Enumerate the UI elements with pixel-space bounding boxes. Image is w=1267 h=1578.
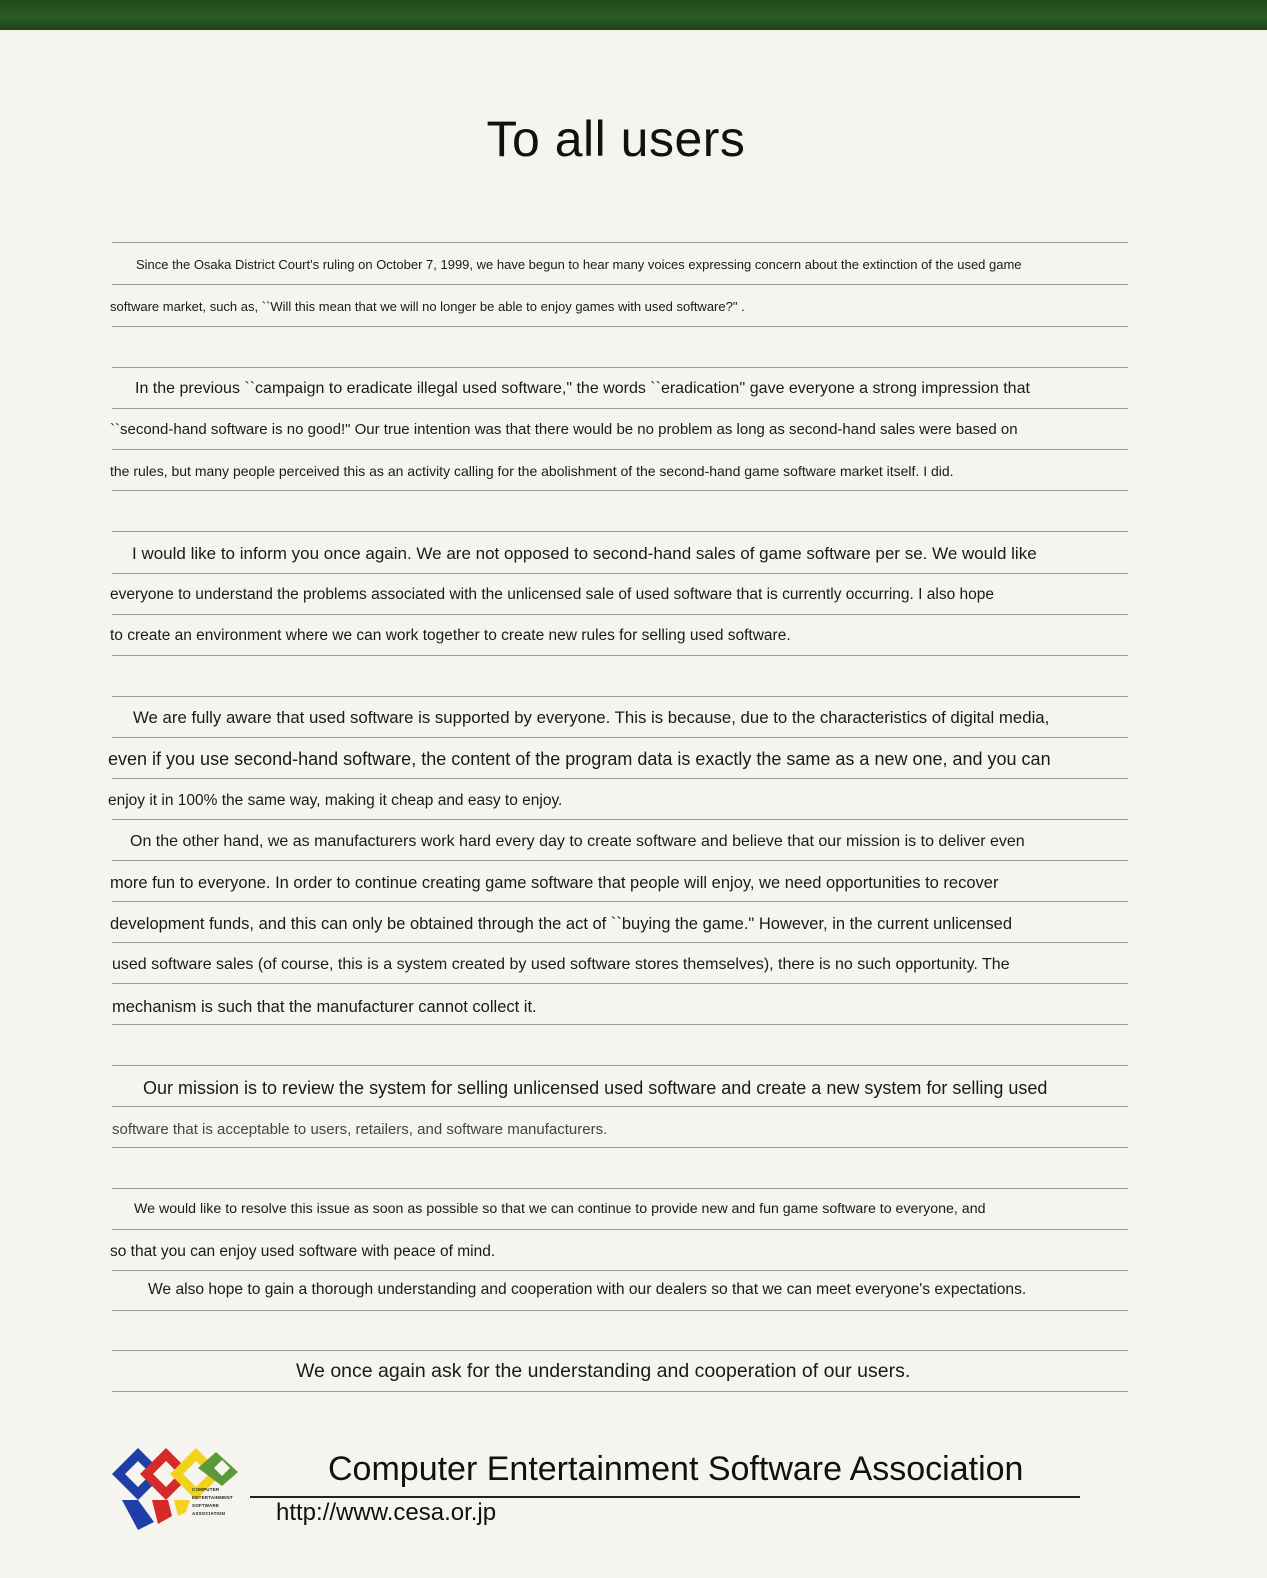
text-line: development funds, and this can only be obtained through the act of ``buying the game." However, in the current unlicensed xyxy=(110,915,1013,933)
text-line: everyone to understand the problems associated with the unlicensed sale of used software that is currently occurring. I also hope xyxy=(110,586,994,603)
rule-line xyxy=(112,696,1128,697)
rule-line xyxy=(112,242,1128,243)
text-line: software market, such as, ``Will this mean that we will no longer be able to enjoy games with used software?" . xyxy=(110,299,745,314)
text-line: so that you can enjoy used software with peace of mind. xyxy=(110,1243,496,1260)
rule-line xyxy=(112,983,1128,984)
rule-line xyxy=(112,1065,1128,1066)
rule-line xyxy=(112,326,1128,327)
text-line: We once again ask for the understanding and cooperation of our users. xyxy=(296,1360,911,1382)
text-line: mechanism is such that the manufacturer cannot collect it. xyxy=(112,998,537,1016)
rule-line xyxy=(112,284,1128,285)
rule-line xyxy=(112,614,1128,615)
text-line: On the other hand, we as manufacturers work hard every day to create software and believe that our mission is to deliver even xyxy=(130,833,1025,850)
text-line: software that is acceptable to users, retailers, and software manufacturers. xyxy=(112,1121,608,1138)
rule-line xyxy=(112,490,1128,491)
rule-line xyxy=(112,1270,1128,1271)
rule-line xyxy=(112,819,1128,820)
top-green-bar xyxy=(0,0,1267,30)
text-line: Our mission is to review the system for selling unlicensed used software and create a new system for selling used xyxy=(143,1078,1048,1098)
text-line: enjoy it in 100% the same way, making it cheap and easy to enjoy. xyxy=(108,792,563,809)
rule-line xyxy=(112,1106,1128,1107)
text-line: We would like to resolve this issue as soon as possible so that we can continue to provide new and fun game software to everyone, and xyxy=(134,1201,986,1217)
text-line: even if you use second-hand software, the content of the program data is exactly the same as a new one, and you can xyxy=(108,749,1051,769)
rule-line xyxy=(112,1350,1128,1351)
rule-line xyxy=(112,901,1128,902)
rule-line xyxy=(112,408,1128,409)
text-line: Since the Osaka District Court's ruling on October 7, 1999, we have begun to hear many voices expressing concern about the extinction of the used game xyxy=(136,257,1022,272)
rule-line xyxy=(112,1391,1128,1392)
text-line: We also hope to gain a thorough understanding and cooperation with our dealers so that we can meet everyone's expectations. xyxy=(148,1281,1027,1298)
text-line: used software sales (of course, this is a system created by used software stores themselves), there is no such opportunity. The xyxy=(112,956,1010,973)
rule-line xyxy=(112,860,1128,861)
rule-line xyxy=(112,778,1128,779)
text-line: In the previous ``campaign to eradicate illegal used software," the words ``eradication'' gave everyone a strong impression that xyxy=(135,380,1030,397)
rule-line xyxy=(112,942,1128,943)
rule-line xyxy=(112,1024,1128,1025)
text-line: more fun to everyone. In order to continue creating game software that people will enjoy, we need opportunities to recover xyxy=(110,874,999,892)
rule-line xyxy=(112,737,1128,738)
website-link[interactable]: http://www.cesa.or.jp xyxy=(276,1499,497,1526)
rule-line xyxy=(112,655,1128,656)
text-line: the rules, but many people perceived this as an activity calling for the abolishment of the second-hand game software market itself. I did. xyxy=(110,463,954,479)
rule-line xyxy=(112,1147,1128,1148)
rule-line xyxy=(112,1310,1128,1311)
rule-line xyxy=(112,1229,1128,1230)
rule-line xyxy=(112,531,1128,532)
logo-text: COMPUTER ENTERTAINMENT SOFTWARE ASSOCIATION xyxy=(192,1487,233,1516)
rule-line xyxy=(112,1188,1128,1189)
text-line: I would like to inform you once again. We are not opposed to second-hand sales of game software per se. We would like xyxy=(132,544,1037,563)
text-line: to create an environment where we can work together to create new rules for selling used software. xyxy=(110,627,791,644)
text-line: We are fully aware that used software is supported by everyone. This is because, due to the characteristics of digital media, xyxy=(133,708,1050,727)
footer-rule xyxy=(250,1496,1080,1498)
rule-line xyxy=(112,573,1128,574)
rule-line xyxy=(112,367,1128,368)
text-line: ``second-hand software is no good!" Our true intention was that there would be no problem as long as second-hand sales were based on xyxy=(110,421,1018,438)
page-title: To all users xyxy=(486,111,746,167)
organization-name: Computer Entertainment Software Association xyxy=(328,1450,1024,1488)
rule-line xyxy=(112,449,1128,450)
